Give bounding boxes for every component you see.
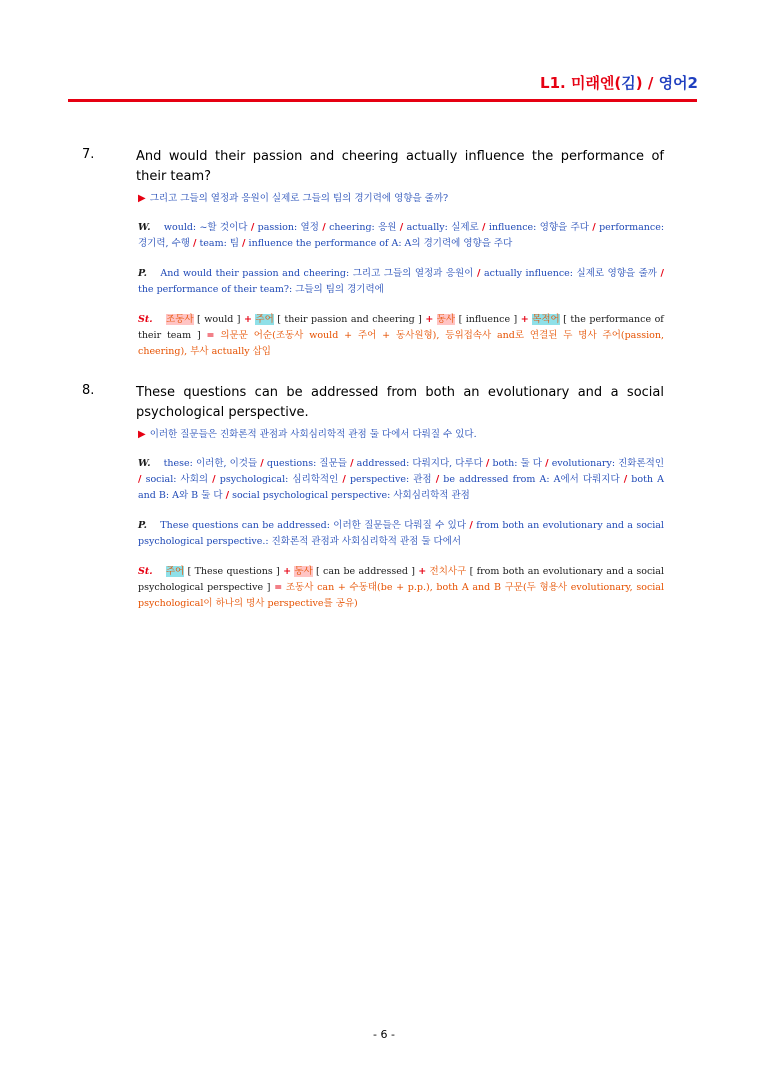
word-item: questions: 질문들	[266, 458, 347, 469]
p-tag: P.	[138, 268, 147, 279]
question-sentence: These questions can be addressed from both an evolutionary and a social psychological perspective.	[136, 385, 664, 420]
object-text: the performance of their team	[138, 314, 664, 341]
question-number: 8.	[82, 383, 95, 398]
word-item: cheering: 응원	[329, 222, 397, 233]
word-item: would: ~할 것이다	[163, 222, 248, 233]
header-subject: 영어2	[658, 74, 698, 92]
word-item: influence the performance of A: A의 경기력에 영향을 주다	[248, 238, 513, 249]
phrase-block: P. And would their passion and cheering: 그리고 그들의 열정과 응원이 / actually influence: 실제로 영향을 줄까 / the performance of their team?: 그들의 팀의 경기력에	[138, 268, 664, 295]
subject-text: their passion and cheering	[284, 314, 415, 325]
word-item: perspective: 관점	[349, 474, 432, 485]
label-verb: 동사	[294, 566, 313, 577]
word-item: be addressed from A: A에서 다뤄지다	[443, 474, 620, 485]
label-verb: 동사	[436, 314, 456, 325]
verb-text: influence	[465, 314, 511, 325]
triangle-bullet-icon: ▶	[138, 193, 146, 204]
word-item: addressed: 다뤄지다, 다루다	[356, 458, 483, 469]
question-number: 7.	[82, 147, 95, 162]
label-object: 목적어	[532, 314, 560, 325]
structure-note: 조동사 can + 수동태(be + p.p.), both A and B 구문(두 형용사 evolutionary, social psychological이 하나의 명사 perspective를 공유)	[138, 582, 665, 609]
header-title-b: 김	[621, 74, 636, 92]
word-item: evolutionary: 진화론적인	[551, 458, 665, 469]
label-subject: 주어	[165, 566, 185, 577]
word-item: social: 사회의	[145, 474, 209, 485]
w-tag: W.	[138, 222, 151, 233]
header-rule	[68, 99, 697, 102]
word-item: both A and B: A와 B 둘 다	[138, 474, 664, 501]
phrase-item: These questions can be addressed: 이러한 질문들은 다뤄질 수 있다	[160, 520, 467, 531]
word-item: passion: 열정	[257, 222, 319, 233]
translation	[138, 192, 664, 206]
subject-text: These questions	[194, 566, 273, 577]
word-item: influence: 영향을 주다	[488, 222, 589, 233]
page-number: - 6 -	[373, 1028, 395, 1041]
structure-note: 의문문 어순(조동사 would + 주어 + 동사원형), 등위접속사 and로 연결된 두 명사 주어(passion, cheering), 부사 actually 삽입	[138, 330, 664, 357]
w-tag: W.	[138, 458, 151, 469]
translation-text: 이러한 질문들은 진화론적 관점과 사회심리학적 관점 둘 다에서 다뤄질 수 있다.	[149, 429, 477, 440]
phrase-item: And would their passion and cheering: 그리고 그들의 열정과 응원이	[160, 268, 474, 279]
phrase-item: actually influence: 실제로 영향을 줄까	[483, 268, 657, 279]
phrase-item: from both an evolutionary and a social psychological perspective.: 진화론적 관점과 사회심리학적 관점 둘 다에서	[138, 520, 664, 547]
structure-block: St. 주어 [ These questions ] + 동사 [ can be addressed ] + 전치사구 [ from both an evolutionary and a social psychological perspective ] = 조동사 can + 수동태(be + p.p.), both A and B 구문(두 형용사 evolutionary, social psychological이 하나의 명사 perspective를 공유)	[138, 566, 665, 609]
phrase-item: the performance of their team?: 그들의 팀의 경기력에	[138, 284, 384, 295]
translation	[138, 428, 664, 442]
word-item: social psychological perspective: 사회심리학적 관점	[232, 490, 470, 501]
structure-block: St. 조동사 [ would ] + 주어 [ their passion and cheering ] + 동사 [ influence ] + 목적어 [ the performance of their team ] = 의문문 어순(조동사 would + 주어 + 동사원형), 등위접속사 and로 연결된 두 명사 주어(passion, cheering), 부사 actually 삽입	[138, 314, 664, 357]
header-title-c: )	[635, 74, 643, 92]
question-7	[82, 147, 664, 360]
translation-text: 그리고 그들의 열정과 응원이 실제로 그들의 팀의 경기력에 영향을 줄까?	[149, 193, 449, 204]
word-item: performance: 경기력, 수행	[138, 222, 665, 249]
aux-text: would	[204, 314, 234, 325]
word-block: W. would: ~할 것이다 / passion: 열정 / cheering: 응원 / actually: 실제로 / influence: 영향을 주다 / performance: 경기력, 수행 / team: 팀 / influence the performance of A: A의 경기력에 영향을 주다	[138, 222, 665, 249]
s-tag: St.	[138, 566, 153, 577]
page-header	[540, 72, 698, 93]
question-sentence: And would their passion and cheering actually influence the performance of their team?	[136, 149, 664, 184]
header-title-a: 미래엔(	[570, 74, 622, 92]
word-item: psychological: 심리학적인	[219, 474, 339, 485]
prep-text: from both an evolutionary and a social psychological perspective	[138, 566, 665, 593]
phrase-block: P. These questions can be addressed: 이러한 질문들은 다뤄질 수 있다 / from both an evolutionary and a social psychological perspective.: 진화론적 관점과 사회심리학적 관점 둘 다에서	[138, 520, 664, 547]
word-item: these: 이러한, 이것들	[163, 458, 258, 469]
word-item: team: 팀	[199, 238, 239, 249]
verb-text: can be addressed	[323, 566, 408, 577]
word-item: both: 둘 다	[492, 458, 542, 469]
p-tag: P.	[138, 520, 147, 531]
label-prep-phrase: 전치사구	[429, 566, 467, 577]
label-aux: 조동사	[166, 314, 194, 325]
question-8	[82, 383, 664, 612]
header-slash: /	[642, 74, 659, 92]
lesson-label: L1.	[540, 74, 566, 92]
label-subject: 주어	[255, 314, 274, 325]
s-tag: St.	[138, 314, 153, 325]
triangle-bullet-icon: ▶	[138, 429, 146, 440]
word-item: actually: 실제로	[406, 222, 479, 233]
word-block: W. these: 이러한, 이것들 / questions: 질문들 / addressed: 다뤄지다, 다루다 / both: 둘 다 / evolutionary: 진화론적인 / social: 사회의 / psychological: 심리학적인 / perspective: 관점 / be addressed from A: A에서 다뤄지다 / both A and B: A와 B 둘 다 / social psychological perspective: 사회심리학적 관점	[138, 458, 665, 501]
